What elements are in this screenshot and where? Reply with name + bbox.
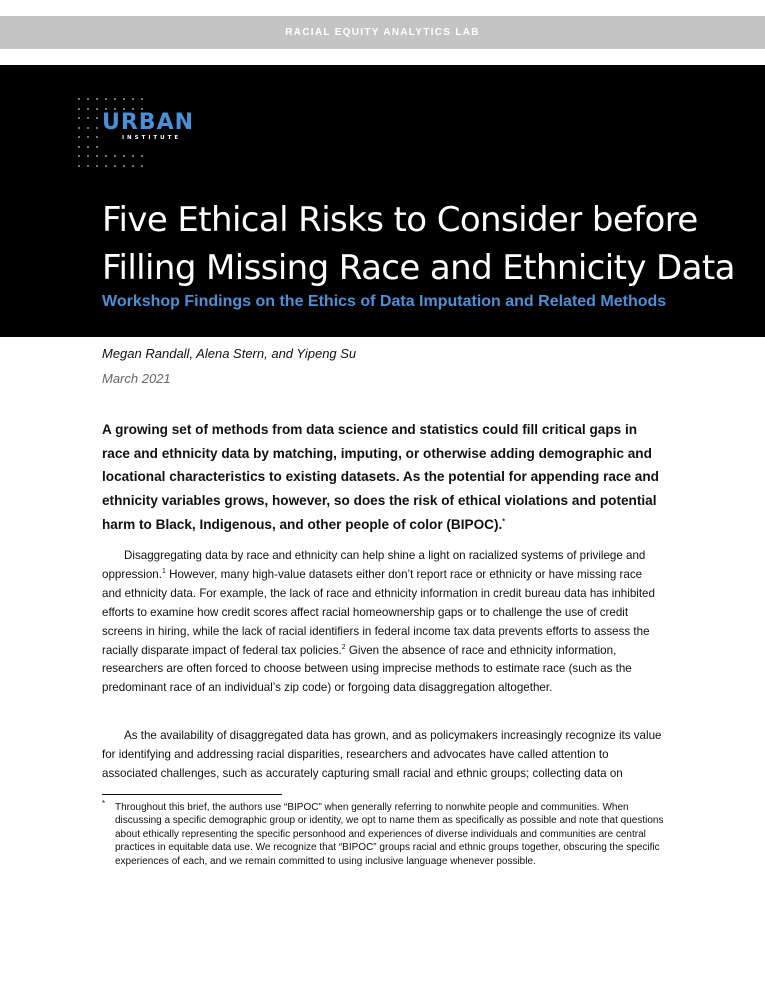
logo-dot bbox=[87, 98, 89, 100]
logo-dot bbox=[132, 165, 134, 167]
logo-dot bbox=[78, 136, 80, 138]
logo-dot bbox=[105, 155, 107, 157]
p1-part-b: However, many high-value datasets either don’t report race or ethnicity or have missing race and ethnicity data. For example, the lack of race and ethnicity information in credit bureau data has inhibited efforts to examine how credit scores affect racial homeownership gaps or to challenge the use of credit screens in hiring, while the lack of racial identifiers in federal income tax data prevents efforts to assess the racially disparate impact of federal tax policies. bbox=[102, 567, 655, 657]
logo-dot bbox=[87, 155, 89, 157]
page-subtitle: Workshop Findings on the Ethics of Data Imputation and Related Methods bbox=[102, 293, 667, 310]
urban-logo: URBAN bbox=[102, 110, 195, 135]
logo-dot bbox=[114, 155, 116, 157]
logo-dot bbox=[96, 108, 98, 110]
footnote-divider bbox=[102, 794, 282, 795]
footnote-mark: * bbox=[102, 799, 106, 808]
logo-dot bbox=[87, 136, 89, 138]
logo-dot bbox=[78, 117, 80, 119]
footnote-text: Throughout this brief, the authors use “BIPOC” when generally referring to nonwhite people and communities. When discussing a specific demographic group or identity, we opt to name them as specifically as possible and note that questions about ethically representing the specific personhood and experiences of diverse individuals and communities are central practices in equitable data use. We recognize that “BIPOC” groups racial and ethnic groups together, obscuring the specific experiences of each, and we remain committed to using inclusive language whenever possible. bbox=[115, 802, 664, 867]
logo-dot bbox=[96, 117, 98, 119]
endnote-ref-2[interactable]: 2 bbox=[341, 643, 346, 651]
logo-dot bbox=[141, 155, 143, 157]
logo-dot bbox=[105, 98, 107, 100]
logo-dot bbox=[96, 127, 98, 129]
endnote-ref-1[interactable]: 1 bbox=[161, 568, 166, 576]
logo-dot bbox=[96, 146, 98, 148]
authors: Megan Randall, Alena Stern, and Yipeng Su bbox=[102, 346, 357, 361]
logo-dot bbox=[87, 108, 89, 110]
footnote-marker: * bbox=[502, 518, 506, 526]
logo-dot bbox=[78, 155, 80, 157]
lead-paragraph bbox=[102, 418, 664, 537]
logo-dot bbox=[96, 98, 98, 100]
logo-dot bbox=[132, 98, 134, 100]
logo-dot bbox=[87, 165, 89, 167]
logo-dot bbox=[105, 165, 107, 167]
logo-dot bbox=[123, 155, 125, 157]
logo-dot bbox=[123, 98, 125, 100]
logo-dot bbox=[96, 165, 98, 167]
title-line-2: Filling Missing Race and Ethnicity Data bbox=[102, 248, 735, 288]
logo-dot bbox=[78, 108, 80, 110]
logo-dot bbox=[141, 98, 143, 100]
logo-dot bbox=[78, 98, 80, 100]
logo-dot bbox=[87, 146, 89, 148]
banner-label: RACIAL EQUITY ANALYTICS LAB bbox=[285, 27, 480, 38]
logo-dot bbox=[132, 155, 134, 157]
logo-dot bbox=[78, 146, 80, 148]
lead-text: A growing set of methods from data science and statistics could fill critical gaps in race and ethnicity data by matching, imputing, or otherwise adding demographic and locational characteristics to existing datasets. As the potential for appending race and ethnicity variables grows, however, so does the risk of ethical violations and potential harm to Black, Indigenous, and other people of color (BIPOC). bbox=[102, 422, 659, 532]
logo-dot bbox=[87, 127, 89, 129]
body-paragraph-2: As the availability of disaggregated data has grown, and as policymakers increasingly recognize its value for identifying and addressing racial disparities, researchers and advocates have called attention to associated challenges, such as accurately capturing small racial and ethnic groups; collecting data on bbox=[102, 729, 662, 780]
logo-dot bbox=[114, 165, 116, 167]
header-banner bbox=[0, 16, 765, 49]
logo-dot bbox=[123, 165, 125, 167]
logo-dot bbox=[96, 136, 98, 138]
body-paragraph-1 bbox=[102, 547, 664, 698]
logo-dot bbox=[141, 165, 143, 167]
logo-dot bbox=[78, 165, 80, 167]
logo-dot bbox=[87, 117, 89, 119]
publication-date: March 2021 bbox=[102, 371, 171, 386]
logo-dot bbox=[96, 155, 98, 157]
logo-dot bbox=[78, 127, 80, 129]
p1-part-a: Disaggregating data by race and ethnicity can help shine a light on racialized systems of privilege and oppression. bbox=[102, 549, 646, 581]
title-line-1: Five Ethical Risks to Consider before bbox=[102, 200, 698, 240]
page-title bbox=[102, 196, 742, 292]
p1-part-c: Given the absence of race and ethnicity information, researchers are often forced to choose between using imprecise methods to estimate race (such as the predominant race of an individual’s zip code) or forgoing data disaggregation altogether. bbox=[102, 643, 632, 695]
institute-logo-text: INSTITUTE bbox=[122, 135, 182, 141]
logo-dot bbox=[114, 98, 116, 100]
